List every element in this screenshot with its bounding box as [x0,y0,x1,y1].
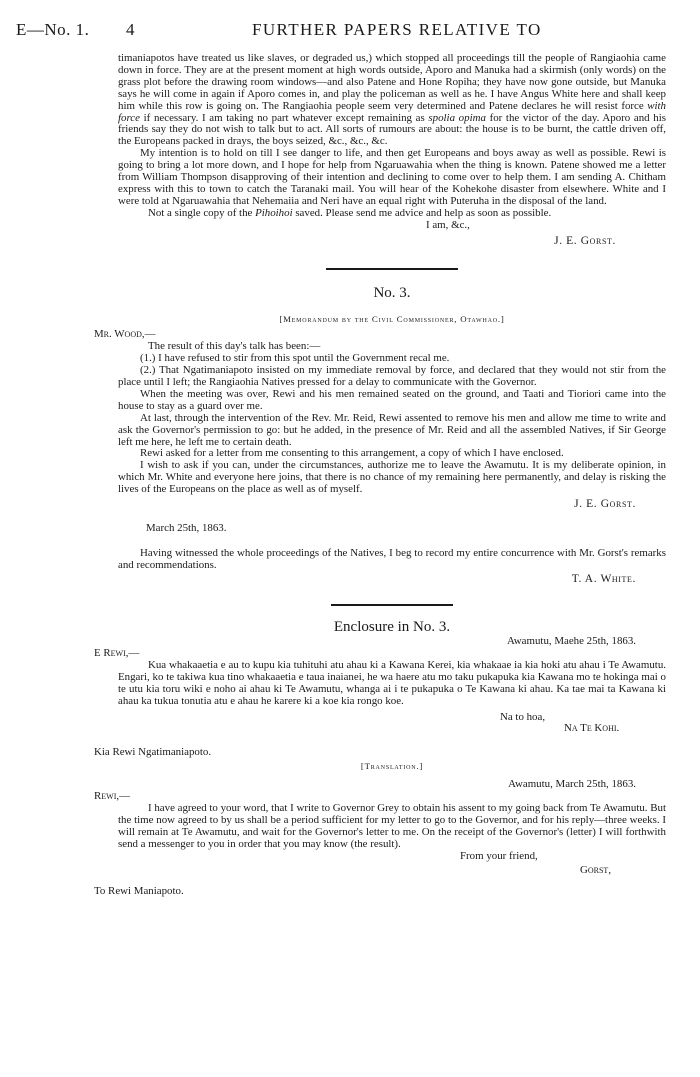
enclosure-closing: Na to hoa, [500,710,546,723]
letter-closing: I am, &c., [426,218,470,231]
page-body [94,52,666,898]
letter-paragraph: timaniapotos have treated us like slaves, or degraded us,) which stopped all proceedings till the people of Rangiaohia came down in force. They are at the present moment at high words outside, Aporo and Manuka had a skirmish (only words) on the grass plot before the drawing room windows—and also Patene and Hone Ropiha; they have now gone outside, but Manuka says he will come in again if Aporo comes in, and play the policeman as well as he. I have Angus White here and shall keep him while this row is going on. The Rangiaohia people seem very determined and Patene declares he will resist force with force if necessary. I am taking no part whatever except remaining as spolia opima for the victor of the day. Aporo and his friends say they do not wish to talk but to act. All sorts of rumours are about: the house is to be burnt, the cattle driven off, the Europeans packed in drays, the boys seized, &c., &c., &c. [118,52,666,148]
translation-closing: From your friend, [460,849,538,862]
enclosure-place-date: Awamutu, Maehe 25th, 1863. [506,635,636,648]
document-reference: E—No. 1. [16,20,90,39]
page-number: 4 [126,20,135,39]
memo-line: Rewi asked for a letter from me consenting to this arrangement, a copy of which I have enclosed. [140,447,564,460]
section-heading: No. 3. [373,284,411,301]
enclosure-addressee: Kia Rewi Ngatimaniapoto. [94,746,212,759]
enclosure-signature: Na Te Kohi. [564,722,620,735]
memo-line: At last, through the intervention of the Rev. Mr. Reid, Rewi assented to remove his men and allow me time to write and ask the Governor's permission to go: but he added, in the presence of Mr. Reid and all the assembled Natives, if Sir George left me here, he left me to certain death. [118,411,666,448]
page-header [0,20,700,42]
section-divider [326,268,458,270]
section-caption: [Memorandum by the Civil Commissioner, Otawhao.] [279,313,505,324]
concurrence-note: Having witnessed the whole proceedings of the Natives, I beg to record my entire concurrence with Mr. Gorst's remarks and recommendations. [118,547,666,572]
memo-signature: J. E. Gorst. [574,498,636,511]
memo-salutation: Mr. Wood,— [94,328,156,341]
translation-signature: Gorst, [580,863,612,876]
memo-line: (2.) That Ngatimaniapoto insisted on my immediate removal by force, and declared that they would not stir from the place until I left; the Rangiaohia Natives pressed for a delay to communicate with the Governor. [118,364,666,389]
memo-line: When the meeting was over, Rewi and his men remained seated on the ground, and Taati and Tioriori came into the house to stay as a guard over me. [118,387,666,412]
memo-line: I wish to ask if you can, under the circumstances, authorize me to leave the Awamutu. It is my deliberate opinion, in which Mr. White and everyone here joins, that there is no chance of my remaining here permanently, and delay is risking the lives of the Europeans on the place as well as of myself. [118,459,666,496]
memo-date: March 25th, 1863. [146,521,227,534]
translation-body: I have agreed to your word, that I write to Governor Grey to obtain his assent to my going back from Te Awamutu. But the time now agreed to by us shall be a period sufficient for my letter to go to the Governor, and for his reply—three weeks. I will remain at Te Awamutu, and wait for the Governor's letter to me. On the receipt of the Governor's (letter) I will forthwith send a messenger to you in order that you may know (the result). [118,802,666,850]
translation-salutation: Rewi,— [94,790,130,803]
running-title: FURTHER PAPERS RELATIVE TO [252,20,542,39]
translation-place-date: Awamutu, March 25th, 1863. [508,778,636,791]
concurrence-signature: T. A. White. [571,573,636,586]
enclosure-heading: Enclosure in No. 3. [333,619,451,636]
letter-signature: J. E. Gorst. [554,234,616,247]
letter-paragraph: Not a single copy of the Pihoihoi saved. Please send me advice and help as soon as possible. [148,206,552,219]
translation-caption: [Translation.] [360,761,424,772]
memo-line: The result of this day's talk has been:— [148,340,321,353]
section-divider [331,604,453,606]
translation-addressee: To Rewi Maniapoto. [94,885,184,898]
enclosure-salutation: E Rewi,— [94,647,140,660]
memo-line: (1.) I have refused to stir from this spot until the Government recal me. [140,352,450,365]
enclosure-body: Kua whakaaetia e au to kupu kia tuhituhi atu ahau ki a Kawana Kerei, kia whakaae ia kia hoki atu ahau i Te Awamutu. Engari, ko te takiwa kua tino whakaaetia e taua inaianei, he wa haere atu mo taku pukapuka kia Kawana mo te hokinga mai o te utu kia toru wiki e noho ai ahau ki Te Awamutu, whanga ai i te pukapuka o Te Kawana ki ahau. Ka tae mai ta Kawana ki ahau ka tukua tonutia atu e ahau he karere ki a koe kia rongo koe. [118,658,666,707]
letter-paragraph: My intention is to hold on till I see danger to life, and then get Europeans and boys away as well as possible. Rewi is going to bring a lot more down, and I hope for help from Ngaruawahia when the thing is known. Patene showed me a letter from William Thompson disapproving of their intention and declining to come over to help them. I am sending A. Chitham express with this to town to catch the Taranaki mail. You will hear of the Kohekohe disaster from elsewhere. White and I were told at Ngaruawahia that Nehemaiia and Neri have an equal right with Puteruha in the disposal of the land. [118,147,666,207]
